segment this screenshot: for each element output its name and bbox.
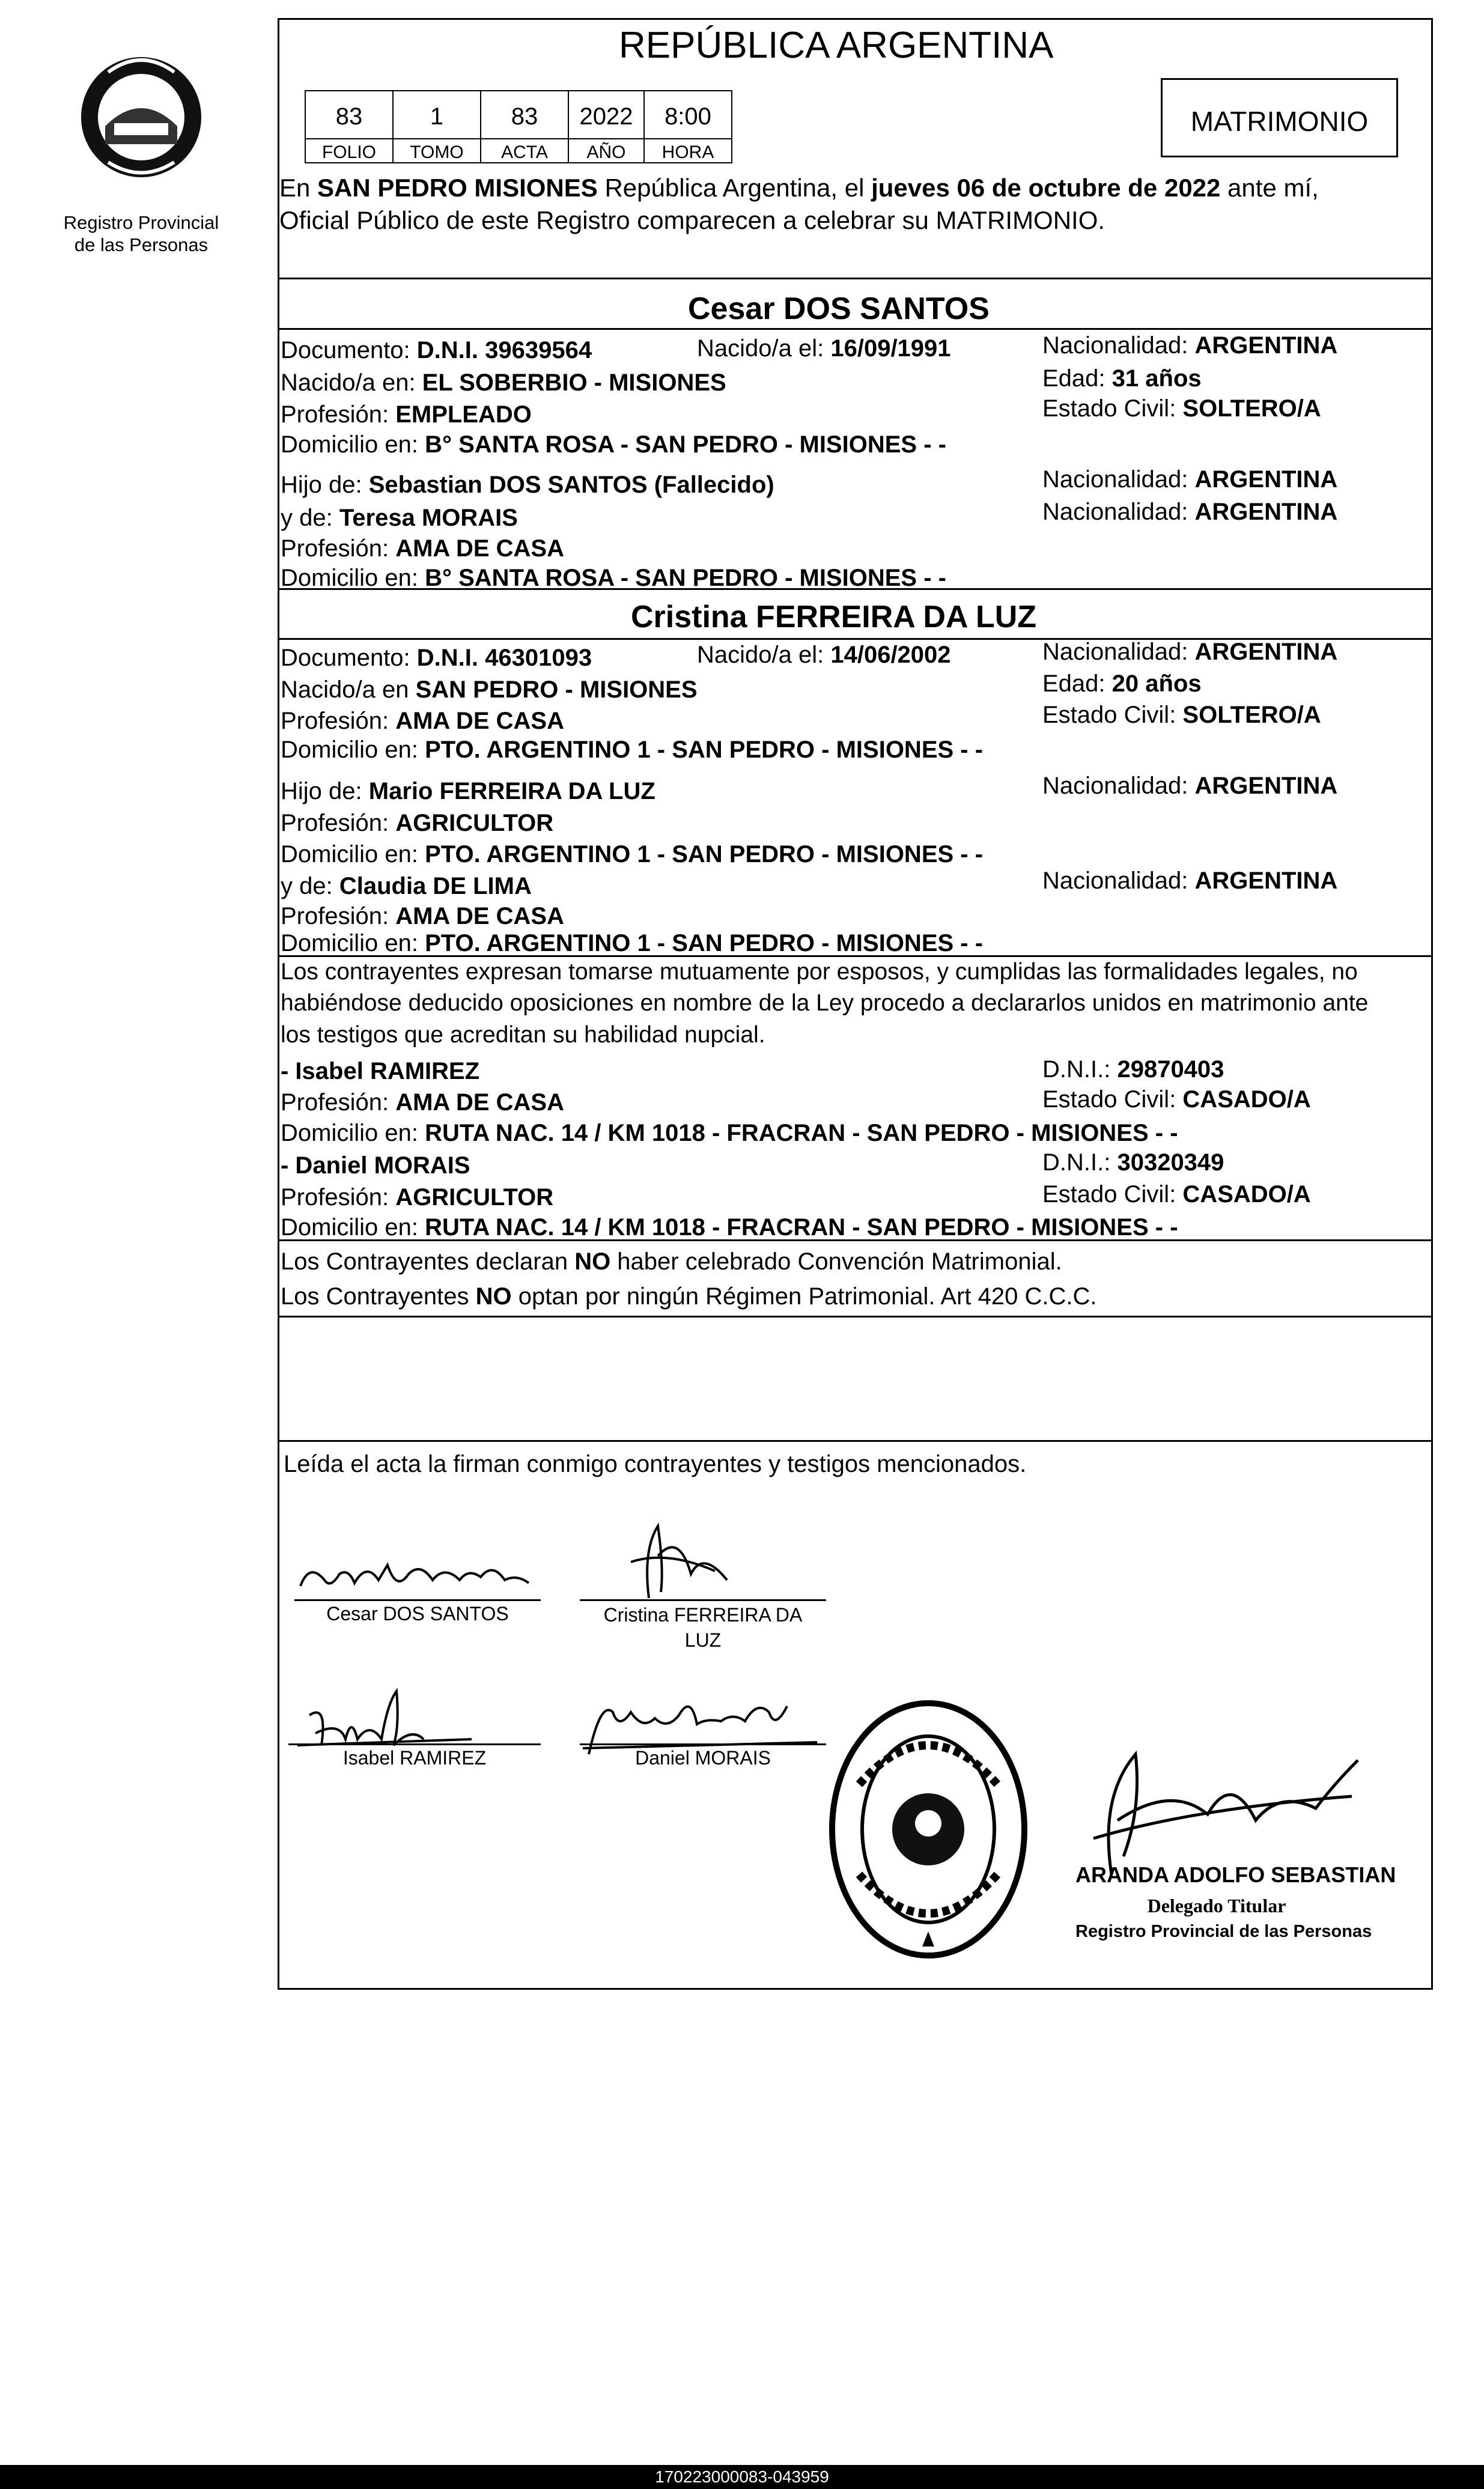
official-role: Delegado Titular (1147, 1895, 1286, 1916)
witness2-civil-label: Estado Civil: (1042, 1181, 1183, 1208)
bride-father-profession (281, 811, 553, 835)
divider-groom-name (278, 328, 1433, 330)
folio-value: 83 (305, 90, 394, 139)
intro-line-1 (279, 175, 1319, 201)
bride-mother (281, 874, 532, 898)
groom-nat-label: Nacionalidad: (1042, 332, 1195, 359)
declaration-line-3: los testigos que acreditan su habilidad nupcial. (281, 1022, 765, 1048)
groom-father-nat-label: Nacionalidad: (1042, 466, 1195, 493)
bride-mother-prof-label: Profesión: (281, 903, 396, 929)
bride-age-label: Edad: (1042, 670, 1112, 697)
bride-mother-dom-value: PTO. ARGENTINO 1 - SAN PEDRO - MISIONES - - (425, 930, 984, 956)
tomo-value: 1 (392, 90, 481, 139)
regime-l1-text-c: haber celebrado Convención Matrimonial. (610, 1248, 1062, 1275)
bride-document (281, 646, 592, 670)
bride-caption-line2: LUZ (684, 1629, 722, 1651)
bride-father-label: Hijo de: (281, 778, 369, 804)
intro-line-2: Oficial Público de este Registro comparecen a celebrar su MATRIMONIO. (279, 206, 1105, 234)
regime-l2-no: NO (475, 1283, 512, 1310)
groom-civil-label: Estado Civil: (1042, 395, 1183, 422)
groom-place-label: Nacido/a en: (281, 369, 422, 396)
bride-nat-value: ARGENTINA (1194, 639, 1338, 665)
groom-mother (281, 506, 518, 530)
acta-value: 83 (480, 90, 569, 139)
bride-doc-label: Documento: (281, 645, 417, 671)
groom-signature-line (294, 1599, 541, 1601)
hour-label: HORA (643, 138, 732, 163)
groom-address (281, 433, 946, 457)
declaration-line-2: habiéndose deducido oposiciones en nombre de la Ley procedo a declararlos unidos en matrimonio ante (281, 990, 1369, 1016)
witness1-dni-value: 29870403 (1117, 1056, 1224, 1083)
closing-statement: Leída el acta la firman conmigo contrayentes y testigos mencionados. (284, 1451, 1027, 1477)
groom-doc-label: Documento: (281, 337, 417, 363)
witness1-civil-label: Estado Civil: (1042, 1086, 1183, 1113)
witness2-dom-value: RUTA NAC. 14 / KM 1018 - FRACRAN - SAN PEDRO - MISIONES - - (425, 1214, 1178, 1241)
groom-mother-address (281, 566, 946, 590)
groom-place-value: EL SOBERBIO - MISIONES (422, 369, 726, 396)
year-value: 2022 (568, 90, 645, 139)
bride-mother-nationality (1042, 869, 1337, 893)
bride-prof-label: Profesión: (281, 708, 396, 734)
witness1-dom-label: Domicilio en: (281, 1120, 425, 1146)
groom-born-label: Nacido/a el: (697, 335, 831, 362)
witness2-signature-line (580, 1743, 826, 1745)
witness1-signature-line (288, 1743, 541, 1745)
groom-signature-caption: Cesar DOS SANTOS (326, 1603, 509, 1624)
groom-birth-place (281, 371, 726, 395)
witness1-address (281, 1121, 1178, 1145)
divider-bride (278, 588, 1433, 590)
bride-civil-label: Estado Civil: (1042, 702, 1183, 728)
divider-closing (278, 1440, 1433, 1442)
witness2-profession (281, 1185, 553, 1209)
folio-label: FOLIO (305, 138, 394, 163)
groom-mother-prof-label: Profesión: (281, 535, 396, 562)
bride-birth-place (281, 678, 698, 702)
bride-dom-value: PTO. ARGENTINO 1 - SAN PEDRO - MISIONES - - (425, 737, 984, 763)
bride-civil-status (1042, 703, 1321, 727)
witness1-dom-value: RUTA NAC. 14 / KM 1018 - FRACRAN - SAN PEDRO - MISIONES - - (425, 1120, 1178, 1146)
bride-doc-value: D.N.I. 46301093 (416, 645, 592, 671)
groom-nationality (1042, 333, 1337, 357)
groom-age-label: Edad: (1042, 365, 1112, 392)
hour-value: 8:00 (643, 90, 732, 139)
witness1-signature-caption: Isabel RAMIREZ (342, 1747, 487, 1769)
bride-mother-label: y de: (281, 873, 339, 899)
bride-age (1042, 672, 1202, 696)
groom-born-value: 16/09/1991 (830, 335, 951, 362)
groom-father-value: Sebastian DOS SANTOS (Fallecido) (368, 472, 774, 498)
footer-code: 170223000083-043959 (655, 2467, 829, 2486)
regime-l2-text-c: optan por ningún Régimen Patrimonial. Art 420 C.C.C. (511, 1283, 1097, 1310)
groom-mother-label: y de: (281, 505, 339, 531)
groom-nat-value: ARGENTINA (1194, 332, 1338, 359)
bride-address (281, 738, 983, 762)
bride-father-nat-value: ARGENTINA (1194, 773, 1338, 799)
bride-mother-nat-label: Nacionalidad: (1042, 868, 1195, 894)
official-block (1075, 1862, 1396, 1942)
groom-father-label: Hijo de: (281, 472, 369, 498)
witness2-dni-value: 30320349 (1117, 1149, 1224, 1176)
bride-name: Cristina FERREIRA DA LUZ (631, 600, 1037, 634)
bride-age-value: 20 años (1111, 670, 1202, 697)
bride-mother-nat-value: ARGENTINA (1194, 868, 1338, 894)
groom-doc-value: D.N.I. 39639564 (416, 337, 592, 363)
groom-profession (281, 403, 532, 427)
logo-caption-line1: Registro Provincial (63, 212, 219, 233)
bride-dom-label: Domicilio en: (281, 737, 425, 763)
witness2-address (281, 1215, 1178, 1239)
bride-signature-caption (580, 1603, 826, 1653)
groom-civil-value: SOLTERO/A (1182, 395, 1321, 422)
groom-prof-value: EMPLEADO (395, 401, 532, 428)
groom-civil-status (1042, 397, 1321, 421)
witness2-civil-value: CASADO/A (1182, 1181, 1311, 1208)
logo-caption (36, 211, 246, 256)
witness1-name: - Isabel RAMIREZ (281, 1058, 480, 1084)
groom-mother-value: Teresa MORAIS (339, 505, 518, 531)
official-name: ARANDA ADOLFO SEBASTIAN (1075, 1862, 1396, 1887)
groom-dom-value: B° SANTA ROSA - SAN PEDRO - MISIONES - - (425, 431, 946, 458)
witness1-prof-label: Profesión: (281, 1089, 396, 1116)
divider-groom (278, 278, 1433, 279)
groom-father-nat-value: ARGENTINA (1194, 466, 1338, 493)
bride-mother-dom-label: Domicilio en: (281, 930, 425, 956)
intro-text-2: República Argentina, el (597, 174, 872, 202)
witness2-prof-label: Profesión: (281, 1184, 396, 1211)
witness1-civil-status (1042, 1087, 1311, 1111)
witness2-name: - Daniel MORAIS (281, 1152, 470, 1179)
bride-father-value: Mario FERREIRA DA LUZ (368, 778, 655, 804)
groom-name: Cesar DOS SANTOS (688, 291, 990, 326)
witness2-prof-value: AGRICULTOR (395, 1184, 554, 1211)
groom-mother-profession (281, 536, 564, 561)
province-logo (72, 48, 210, 186)
year-label: AÑO (568, 138, 645, 163)
bride-civil-value: SOLTERO/A (1182, 702, 1321, 728)
official-office: Registro Provincial de las Personas (1075, 1922, 1372, 1941)
bride-signature (607, 1514, 787, 1604)
groom-age (1042, 366, 1202, 391)
bride-birth-date (697, 643, 951, 667)
groom-mother-dom-label: Domicilio en: (281, 565, 425, 591)
bride-caption-line1: Cristina FERREIRA DA (603, 1604, 803, 1626)
bride-mother-address (281, 931, 983, 955)
witness2-civil-status (1042, 1182, 1311, 1206)
bride-father-nationality (1042, 774, 1337, 798)
bride-father-prof-value: AGRICULTOR (395, 810, 554, 836)
regime-line-1 (281, 1250, 1062, 1274)
bride-place-value: SAN PEDRO - MISIONES (415, 676, 698, 703)
witness1-civil-value: CASADO/A (1182, 1086, 1311, 1113)
bride-father-nat-label: Nacionalidad: (1042, 773, 1195, 799)
record-type-label: MATRIMONIO (1190, 106, 1369, 137)
intro-text-1: En (279, 174, 318, 202)
bride-prof-value: AMA DE CASA (395, 708, 564, 734)
page-title: REPÚBLICA ARGENTINA (619, 25, 1054, 66)
witness1-prof-value: AMA DE CASA (395, 1089, 564, 1116)
witness1-profession (281, 1090, 564, 1114)
groom-mother-nat-value: ARGENTINA (1194, 499, 1338, 525)
groom-signature (288, 1538, 565, 1604)
witness1-dni-label: D.N.I.: (1042, 1056, 1118, 1083)
footer-bar (0, 2465, 1484, 2489)
groom-dom-label: Domicilio en: (281, 431, 425, 458)
witness2-dni (1042, 1150, 1224, 1175)
bride-father-dom-value: PTO. ARGENTINO 1 - SAN PEDRO - MISIONES - - (425, 841, 984, 868)
groom-father-nationality (1042, 467, 1337, 491)
witness1-dni (1042, 1057, 1224, 1081)
divider-regime (278, 1239, 1433, 1241)
bride-profession (281, 709, 564, 733)
official-seal-stamp (823, 1694, 1033, 1965)
bride-place-label: Nacido/a en (281, 676, 416, 703)
bride-nationality (1042, 640, 1337, 664)
ceremony-place: SAN PEDRO MISIONES (317, 174, 598, 202)
bride-nat-label: Nacionalidad: (1042, 639, 1195, 665)
groom-age-value: 31 años (1111, 365, 1202, 392)
groom-father (281, 473, 774, 497)
bride-father-address (281, 842, 983, 866)
groom-mother-dom-value: B° SANTA ROSA - SAN PEDRO - MISIONES - - (425, 565, 946, 591)
witness2-signature-caption: Daniel MORAIS (635, 1747, 771, 1769)
bride-mother-value: Claudia DE LIMA (339, 873, 532, 899)
witness2-dom-label: Domicilio en: (281, 1214, 425, 1241)
province-seal-icon (72, 48, 210, 186)
declaration-line-1: Los contrayentes expresan tomarse mutuamente por esposos, y cumplidas las formalidades legales, no (281, 959, 1358, 985)
divider-declaration (278, 955, 1433, 957)
groom-mother-nationality (1042, 500, 1337, 524)
ceremony-date: jueves 06 de octubre de 2022 (871, 174, 1221, 202)
record-type-box (1161, 78, 1398, 157)
bride-born-value: 14/06/2002 (830, 642, 951, 668)
groom-birth-date (697, 336, 951, 360)
acta-label: ACTA (480, 138, 569, 163)
intro-text-3: ante mí, (1220, 174, 1319, 202)
bride-father (281, 779, 655, 803)
groom-mother-prof-value: AMA DE CASA (395, 535, 564, 562)
bride-mother-profession (281, 904, 564, 928)
logo-caption-line2: de las Personas (74, 234, 208, 256)
bride-father-dom-label: Domicilio en: (281, 841, 425, 868)
divider-notes (278, 1316, 1433, 1317)
groom-mother-nat-label: Nacionalidad: (1042, 499, 1195, 525)
bride-mother-prof-value: AMA DE CASA (395, 903, 564, 929)
bride-father-prof-label: Profesión: (281, 810, 396, 836)
tomo-label: TOMO (392, 138, 481, 163)
regime-l2-text-a: Los Contrayentes (281, 1283, 476, 1310)
bride-signature-line (580, 1599, 826, 1601)
regime-line-2 (281, 1284, 1097, 1308)
witness2-dni-label: D.N.I.: (1042, 1149, 1118, 1176)
regime-l1-no: NO (574, 1248, 611, 1275)
groom-prof-label: Profesión: (281, 401, 396, 428)
groom-document (281, 338, 592, 362)
bride-born-label: Nacido/a el: (697, 642, 831, 668)
regime-l1-text-a: Los Contrayentes declaran (281, 1248, 575, 1275)
